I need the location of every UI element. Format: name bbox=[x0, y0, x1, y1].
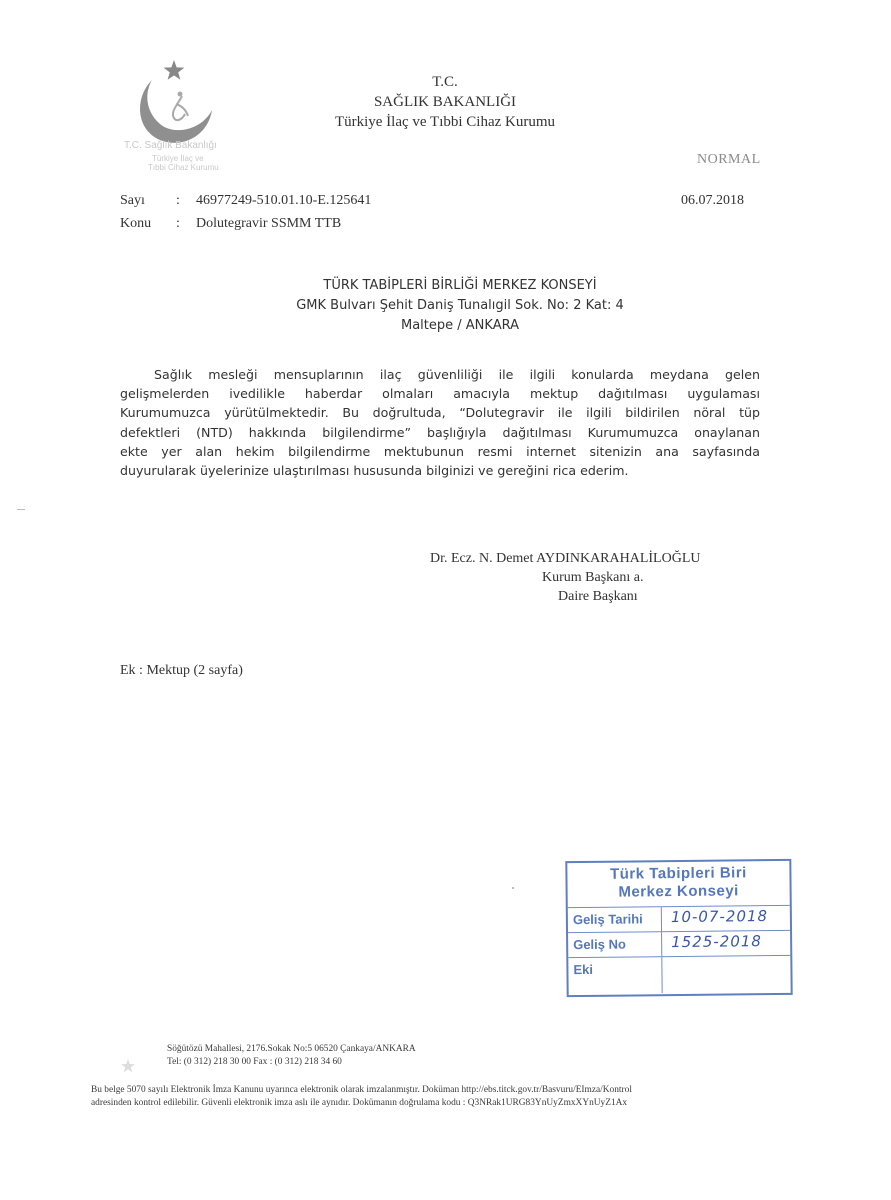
logo-caption: T.C. Sağlık Bakanlığı bbox=[124, 140, 217, 151]
letterhead bbox=[300, 72, 590, 132]
footer-phone: Tel: (0 312) 218 30 00 Fax : (0 312) 218 34 60 bbox=[167, 1056, 342, 1067]
e-signature-note bbox=[91, 1084, 632, 1110]
sayi-colon: : bbox=[176, 193, 180, 208]
konu-label: Konu bbox=[120, 216, 152, 231]
stamp-date-value: 10-07-2018 bbox=[670, 907, 769, 927]
stamp-number-label: Geliş No bbox=[573, 936, 626, 953]
e-signature-note-line-1: Bu belge 5070 sayılı Elektronik İmza Kanunu uyarınca elektronik olarak imzalanmıştır. Doküman http://ebs.titck.gov.tr/Basvuru/EImza/Kontrol bbox=[91, 1085, 632, 1095]
letter-body bbox=[120, 365, 760, 480]
stamp-title-line-1: Türk Tabipleri Biri bbox=[609, 864, 747, 883]
signature-block bbox=[430, 549, 701, 606]
addressee-line-1: TÜRK TABİPLERİ BİRLİĞİ MERKEZ KONSEYİ bbox=[323, 278, 597, 293]
addressee-line-2: GMK Bulvarı Şehit Daniş Tunalıgil Sok. No: 2 Kat: 4 bbox=[296, 298, 624, 313]
body-line: ekte yer alan hekim bilgilendirme mektubunun resmi internet sitenizin ana sayfasında bbox=[120, 443, 760, 459]
attachment-note: Ek : Mektup (2 sayfa) bbox=[120, 663, 243, 678]
konu-colon: : bbox=[176, 216, 180, 231]
body-line: Sağlık mesleği mensuplarının ilaç güvenliliği ile ilgili konularda meydana gelen bbox=[154, 367, 760, 382]
stamp-title-line-2: Merkez Konseyi bbox=[618, 882, 739, 901]
konu-value: Dolutegravir SSMM TTB bbox=[196, 216, 342, 231]
footer-star-icon bbox=[120, 1058, 136, 1079]
stamp-date-label: Geliş Tarihi bbox=[572, 911, 643, 928]
footer-address: Söğütözü Mahallesi, 2176.Sokak No:5 06520 Çankaya/ANKARA bbox=[167, 1044, 416, 1054]
receipt-stamp bbox=[565, 859, 792, 997]
logo-caption-line2: Tıbbi Cihaz Kurumu bbox=[148, 163, 219, 172]
classification-label: NORMAL bbox=[697, 152, 761, 167]
e-signature-note-line-2: adresinden kontrol edilebilir. Güvenli elektronik imza aslı ile aynıdır. Dokümanın doğrulama kodu : Q3NRak1URG83YnUyZmxXYnUyZ1Ax bbox=[91, 1098, 628, 1108]
sayi-label: Sayı bbox=[120, 193, 145, 208]
signatory-title-1: Kurum Başkanı a. bbox=[542, 570, 644, 585]
letterhead-line-3: Türkiye İlaç ve Tıbbi Cihaz Kurumu bbox=[334, 114, 556, 130]
letterhead-line-2: SAĞLIK BAKANLIĞI bbox=[373, 94, 517, 110]
stamp-attachment-label: Eki bbox=[573, 961, 594, 978]
stamp-row-number bbox=[568, 930, 790, 957]
stamp-row-attachment bbox=[568, 955, 790, 994]
ministry-logo bbox=[124, 58, 240, 188]
sayi-value: 46977249-510.01.10-E.125641 bbox=[196, 193, 372, 208]
scan-artifact bbox=[17, 509, 25, 510]
addressee-block bbox=[220, 276, 700, 336]
letterhead-line-1: T.C. bbox=[432, 74, 458, 90]
signatory-title-2: Daire Başkanı bbox=[558, 589, 638, 604]
body-line: Kurumumuzca yürütülmektedir. Bu doğrultuda, “Dolutegravir ile ilgili bildirilen nöral tüp bbox=[120, 405, 760, 421]
body-line: duyurularak üyelerinize ulaştırılması hususunda bilginizi ve gereğini rica ederim. bbox=[120, 462, 629, 478]
scan-artifact bbox=[512, 887, 514, 889]
body-line: gelişmelerden ivedilikle haberdar olmaları amacıyla mektup dağıtılması uygulaması bbox=[120, 386, 760, 402]
document-date: 06.07.2018 bbox=[681, 193, 744, 208]
logo-caption-line1: Türkiye İlaç ve bbox=[152, 154, 204, 163]
addressee-line-3: Maltepe / ANKARA bbox=[401, 318, 519, 333]
signatory-name: Dr. Ecz. N. Demet AYDINKARAHALİLOĞLU bbox=[430, 551, 701, 566]
footer-contact bbox=[167, 1043, 416, 1068]
stamp-row-date bbox=[568, 905, 790, 932]
stamp-number-value: 1525-2018 bbox=[671, 932, 763, 952]
body-line: defektleri (NTD) hakkında bilgilendirme” başlığıyla dağıtılması Kurumumuzca onaylanan bbox=[120, 424, 760, 440]
